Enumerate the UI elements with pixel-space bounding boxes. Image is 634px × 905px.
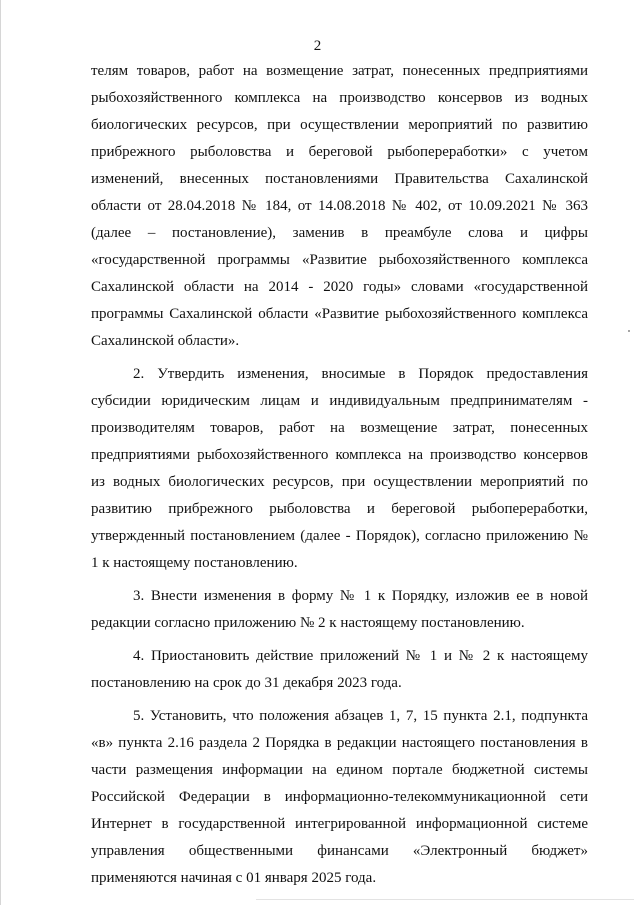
scan-edge-line — [256, 899, 634, 900]
paragraph-item-5: 5. Установить, что положения абзацев 1, 7, 15 пункта 2.1, подпункта «в» пункта 2.16 раздела 2 Порядка в редакции настоящего постановления в части размещения информации на едином портале бюджетной системы Российской Федерации в информационно-телекоммуникационной сети Интернет в государственной интегрированной информационной системе управления общественными финансами «Электронный бюджет» применяются начиная с 01 января 2025 года. — [91, 708, 588, 886]
page-number: 2 — [313, 38, 322, 54]
paragraph-item-3: 3. Внести изменения в форму № 1 к Порядку, изложив ее в новой редакции согласно приложению № 2 к настоящему постановлению. — [91, 588, 588, 631]
paragraph-item-4: 4. Приостановить действие приложений № 1 и № 2 к настоящему постановлению на срок до 31 декабря 2023 года. — [91, 648, 588, 691]
document-body — [91, 58, 588, 892]
scan-speck — [628, 330, 630, 332]
paragraph-continuation: телям товаров, работ на возмещение затрат, понесенных предприятиями рыбохозяйственного комплекса на производство консервов из водных биологических ресурсов, при осуществлении мероприятий по развитию прибрежного рыболовства и береговой рыбопереработки» с учетом изменений, внесенных постановлениями Правительства Сахалинской области от 28.04.2018 № 184, от 14.08.2018 № 402, от 10.09.2021 № 363 (далее – постановление), заменив в преамбуле слова и цифры «государственной программы «Развитие рыбохозяйственного комплекса Сахалинской области на 2014 - 2020 годы» словами «государственной программы Сахалинской области «Развитие рыбохозяйственного комплекса Сахалинской области». — [91, 63, 588, 349]
paragraph-item-2: 2. Утвердить изменения, вносимые в Порядок предоставления субсидии юридическим лицам и индивидуальным предпринимателям - производителям товаров, работ на возмещение затрат, понесенных предприятиями рыбохозяйственного комплекса на производство консервов из водных биологических ресурсов, при осуществлении мероприятий по развитию прибрежного рыболовства и береговой рыбопереработки, утвержденный постановлением (далее - Порядок), согласно приложению № 1 к настоящему постановлению. — [91, 366, 588, 571]
